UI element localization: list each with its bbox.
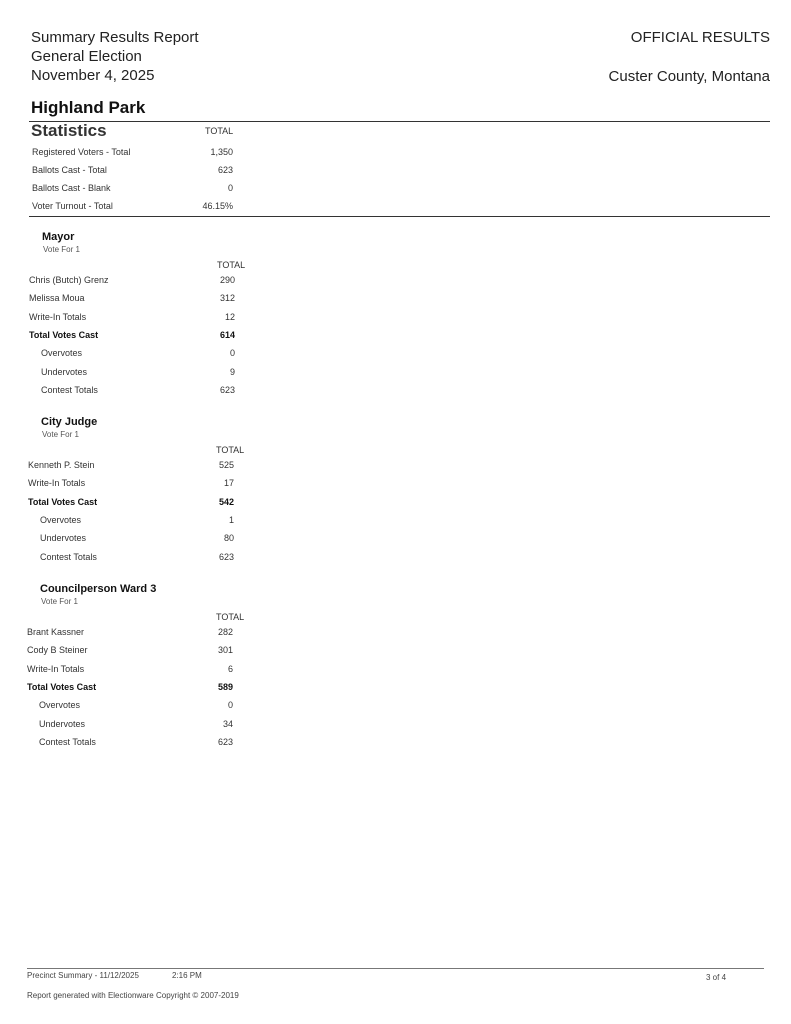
total-votes-value: 614 bbox=[219, 329, 235, 340]
statistics-row-value: 46.15% bbox=[202, 201, 233, 211]
statistics-row-value: 1,350 bbox=[210, 147, 233, 157]
contest-sub-value: 0 bbox=[227, 700, 233, 711]
candidate-votes: 290 bbox=[219, 275, 235, 285]
contest-vote-for: Vote For 1 bbox=[42, 430, 79, 439]
contest-sub-label: Contest Totals bbox=[39, 736, 96, 747]
candidate-name: Cody B Steiner bbox=[27, 645, 88, 656]
report-title: Summary Results Report bbox=[31, 29, 199, 46]
candidate-votes: 12 bbox=[224, 311, 235, 322]
contest-sub-value: 34 bbox=[222, 718, 233, 729]
contest-title: Councilperson Ward 3 bbox=[40, 583, 157, 595]
footer-rule bbox=[27, 968, 764, 969]
candidate-name: Melissa Moua bbox=[29, 293, 85, 304]
contest-sub-value: 623 bbox=[218, 551, 234, 562]
contest-sub-value: 0 bbox=[229, 348, 235, 359]
election-name: General Election bbox=[31, 48, 142, 65]
contest-sub-value: 1 bbox=[228, 514, 234, 525]
contest-sub-value: 80 bbox=[223, 533, 234, 544]
total-votes-label: Total Votes Cast bbox=[29, 329, 99, 340]
statistics-row-label: Ballots Cast - Blank bbox=[32, 183, 111, 193]
candidate-name: Write-In Totals bbox=[27, 663, 85, 674]
county-label: Custer County, Montana bbox=[608, 68, 770, 85]
candidate-votes: 301 bbox=[217, 645, 233, 656]
contest-column-header: TOTAL bbox=[216, 612, 245, 622]
candidate-name: Write-In Totals bbox=[29, 311, 87, 322]
footer-generated: Report generated with Electionware Copyright © 2007-2019 bbox=[27, 991, 239, 1000]
statistics-rule bbox=[29, 216, 770, 217]
candidate-votes: 312 bbox=[219, 293, 235, 304]
statistics-row-label: Registered Voters - Total bbox=[32, 147, 131, 157]
contest-column-header: TOTAL bbox=[217, 260, 246, 270]
official-results-label: OFFICIAL RESULTS bbox=[630, 29, 770, 46]
contest-vote-for: Vote For 1 bbox=[41, 597, 78, 606]
candidate-votes: 282 bbox=[217, 627, 233, 637]
contest-sub-label: Contest Totals bbox=[41, 384, 98, 395]
contest-sub-value: 623 bbox=[219, 384, 235, 395]
total-votes-value: 589 bbox=[217, 681, 233, 692]
contest-sub-label: Contest Totals bbox=[40, 551, 97, 562]
contest-sub-value: 9 bbox=[229, 366, 235, 377]
statistics-title: Statistics bbox=[31, 121, 107, 140]
candidate-name: Chris (Butch) Grenz bbox=[29, 275, 109, 285]
candidate-name: Write-In Totals bbox=[28, 478, 86, 489]
total-votes-value: 542 bbox=[218, 496, 234, 507]
contest-sub-value: 623 bbox=[217, 736, 233, 747]
contest-title: City Judge bbox=[41, 416, 98, 428]
statistics-row-label: Ballots Cast - Total bbox=[32, 165, 107, 175]
contest-sub-label: Overvotes bbox=[40, 514, 82, 525]
contest-column-header: TOTAL bbox=[216, 445, 245, 455]
contest-sub-label: Undervotes bbox=[39, 718, 86, 729]
precinct-name: Highland Park bbox=[31, 98, 146, 117]
election-date: November 4, 2025 bbox=[31, 67, 155, 84]
candidate-name: Brant Kassner bbox=[27, 627, 85, 637]
statistics-column-header: TOTAL bbox=[205, 126, 234, 136]
total-votes-label: Total Votes Cast bbox=[28, 496, 98, 507]
statistics-row-value: 0 bbox=[227, 183, 233, 193]
contest-sub-label: Undervotes bbox=[41, 366, 88, 377]
candidate-name: Kenneth P. Stein bbox=[28, 460, 95, 470]
total-votes-label: Total Votes Cast bbox=[27, 681, 97, 692]
contest-sub-label: Overvotes bbox=[39, 700, 81, 711]
contest-sub-label: Undervotes bbox=[40, 533, 87, 544]
statistics-row-label: Voter Turnout - Total bbox=[32, 201, 113, 211]
footer-summary: Precinct Summary - 11/12/2025 bbox=[27, 971, 139, 980]
candidate-votes: 6 bbox=[227, 663, 233, 674]
candidate-votes: 17 bbox=[223, 478, 234, 489]
footer-page: 3 of 4 bbox=[706, 973, 727, 982]
contest-sub-label: Overvotes bbox=[41, 348, 83, 359]
contest-title: Mayor bbox=[42, 231, 75, 243]
precinct-rule bbox=[29, 121, 770, 122]
statistics-row-value: 623 bbox=[217, 165, 233, 175]
contest-vote-for: Vote For 1 bbox=[43, 245, 80, 254]
candidate-votes: 525 bbox=[218, 460, 234, 470]
footer-time: 2:16 PM bbox=[172, 971, 202, 980]
